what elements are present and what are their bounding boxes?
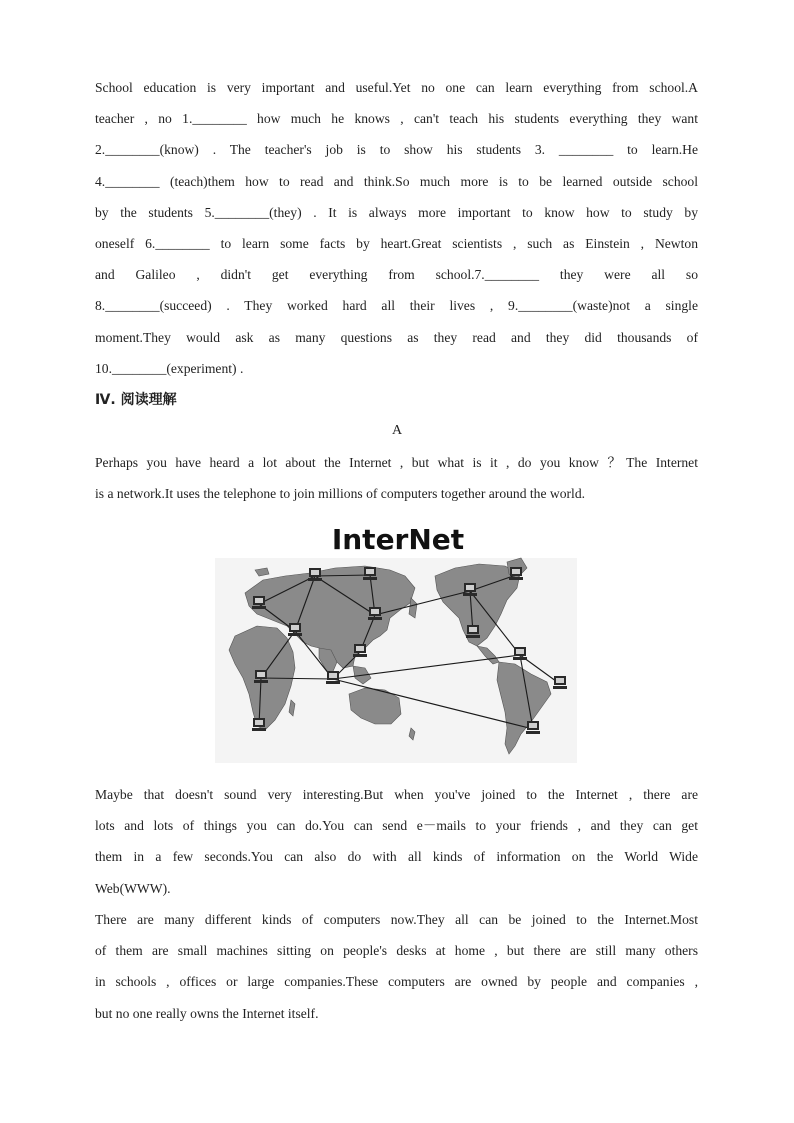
- computer-node-icon: [353, 644, 367, 657]
- computer-node-icon: [308, 568, 322, 581]
- body-line: Maybe that doesn't sound very interesting.But when you've joined to the Internet , there are: [95, 787, 698, 802]
- computer-node-icon: [509, 567, 523, 580]
- cloze-line: and Galileo , didn't get everything from school.7.________ they were all so: [95, 267, 698, 283]
- body-line: Web(WWW).: [95, 880, 171, 896]
- cloze-line: oneself 6.________ to learn some facts by heart.Great scientists , such as Einstein , Newton: [95, 235, 698, 251]
- cloze-line: 2.________(know) . The teacher's job is to show his students 3. ________ to learn.He: [95, 142, 698, 158]
- computer-node-icon: [526, 721, 540, 734]
- computer-node-icon: [254, 670, 268, 683]
- body-line: in schools , offices or large companies.These computers are owned by people and companies ,: [95, 974, 698, 990]
- computer-node-icon: [288, 623, 302, 636]
- intro-paragraph: [95, 447, 698, 509]
- body-line: There are many different kinds of computers now.They all can be joined to the Internet.Most: [95, 912, 698, 927]
- computer-node-icon: [252, 596, 266, 609]
- cloze-line: 10.________(experiment) .: [95, 360, 244, 376]
- cloze-line: moment.They would ask as many questions as they read and they did thousands of: [95, 329, 698, 345]
- computer-node-icon: [466, 625, 480, 638]
- computer-node-icon: [252, 718, 266, 731]
- section-heading: Ⅳ. 阅读理解: [95, 392, 177, 408]
- computer-node-icon: [368, 607, 382, 620]
- cloze-passage: [95, 72, 698, 384]
- body-line: of them are small machines sitting on people's desks at home , but there are still many others: [95, 943, 698, 959]
- body-line: but no one really owns the Internet itself.: [95, 1005, 319, 1021]
- cloze-line: 4.________ (teach)them how to read and think.So much more is to be learned outside school: [95, 173, 698, 189]
- computer-node-icon: [513, 647, 527, 660]
- cloze-line: School education is very important and useful.Yet no one can learn everything from school.A: [95, 80, 698, 95]
- computer-node-icon: [363, 567, 377, 580]
- body-line: them in a few seconds.You can also do with all kinds of information on the World Wide: [95, 849, 698, 865]
- computer-node-icon: [463, 583, 477, 596]
- body-paragraph-1: [95, 779, 698, 904]
- body-paragraph-2: [95, 904, 698, 1029]
- intro-line: Perhaps you have heard a lot about the Internet , but what is it , do you know ？The Internet: [95, 455, 698, 470]
- cloze-line: teacher , no 1.________ how much he knows , can't teach his students everything they want: [95, 111, 698, 127]
- body-line: lots and lots of things you can do.You can send e－mails to your friends , and they can get: [95, 818, 698, 834]
- intro-line: is a network.It uses the telephone to join millions of computers together around the world.: [95, 486, 586, 502]
- computer-node-icon: [326, 671, 340, 684]
- map-title: InterNet: [331, 523, 465, 556]
- internet-map-figure: [215, 518, 577, 770]
- world-network-map: [215, 518, 577, 770]
- cloze-line: 8.________(succeed) . They worked hard all their lives , 9.________(waste)not a single: [95, 298, 698, 314]
- computer-node-icon: [553, 676, 567, 689]
- cloze-line: by the students 5.________(they) . It is always more important to know how to study by: [95, 204, 698, 220]
- passage-letter: A: [391, 423, 403, 438]
